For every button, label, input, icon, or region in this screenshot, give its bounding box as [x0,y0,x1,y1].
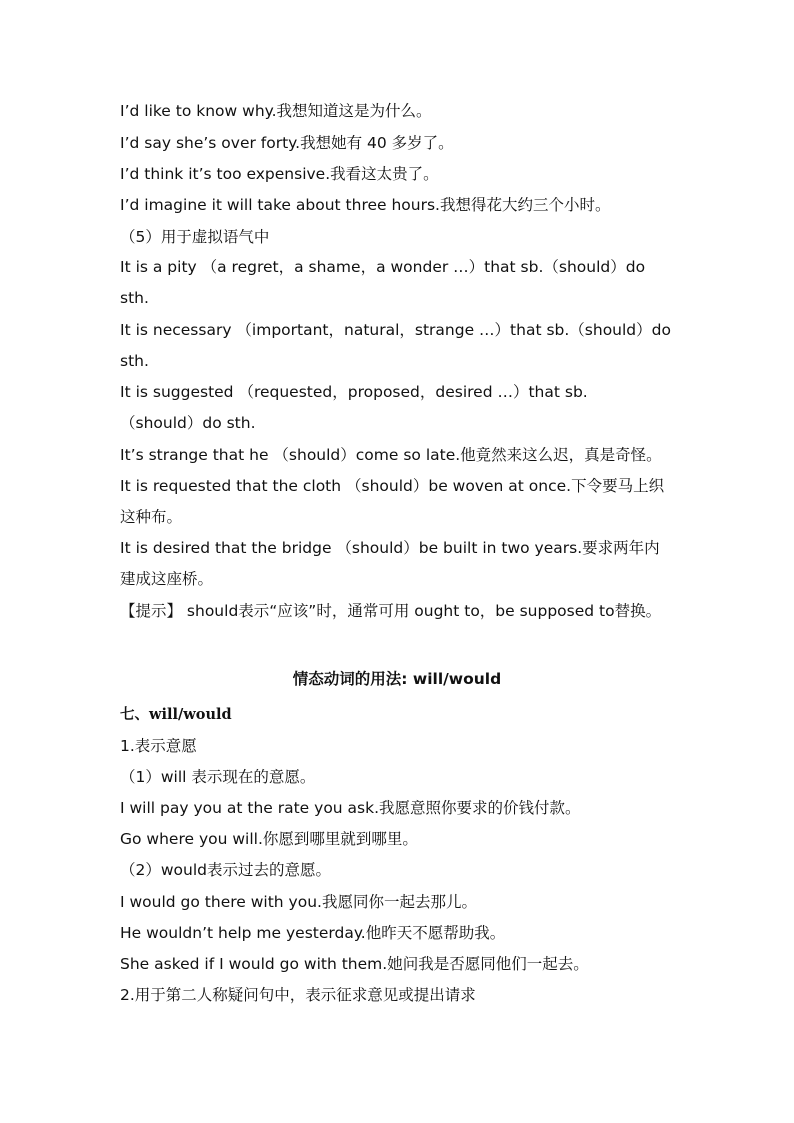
text-line: It is suggested （requested，proposed，desired …）that sb. [120,383,588,401]
text-line: I will pay you at the rate you ask.我愿意照你要求的价钱付款。 [120,799,581,817]
text-line: She asked if I would go with them.她问我是否愿同他们一起去。 [120,955,589,973]
text-line: It’s strange that he （should）come so late.他竟然来这么迟，真是奇怪。 [120,446,662,464]
subheading: 1.表示意愿 [120,737,197,755]
text-line: He wouldn’t help me yesterday.他昨天不愿帮助我。 [120,924,506,942]
text-line: It is a pity （a regret，a shame，a wonder …）that sb.（should）do [120,258,646,276]
subheading: （5）用于虚拟语气中 [120,228,270,246]
section-heading: 七、will/would [120,706,232,723]
subheading: （1）will 表示现在的意愿。 [120,768,316,786]
text-line: It is desired that the bridge （should）be built in two years.要求两年内 [120,539,660,557]
text-line: I’d like to know why.我想知道这是为什么。 [120,102,432,120]
text-line: （should）do sth. [120,414,256,432]
text-line: 这种布。 [120,508,183,526]
tip-line: 【提示】 should表示“应该”时，通常可用 ought to，be supposed to替换。 [120,602,662,620]
text-line: sth. [120,352,149,370]
text-line: 建成这座桥。 [120,570,214,588]
text-line: Go where you will.你愿到哪里就到哪里。 [120,830,418,848]
text-line: I would go there with you.我愿同你一起去那儿。 [120,893,477,911]
subheading: （2）would表示过去的意愿。 [120,861,331,879]
text-line: I’d imagine it will take about three hours.我想得花大约三个小时。 [120,196,611,214]
text-line: I’d think it’s too expensive.我看这太贵了。 [120,165,439,183]
subheading: 2.用于第二人称疑问句中，表示征求意见或提出请求 [120,986,476,1004]
text-line: It is necessary （important，natural，strange …）that sb.（should）do [120,321,671,339]
text-line: I’d say she’s over forty.我想她有 40 多岁了。 [120,134,454,152]
text-line: It is requested that the cloth （should）be woven at once.下令要马上织 [120,477,665,495]
section-title: 情态动词的用法: will/would [292,670,502,688]
text-line: sth. [120,289,149,307]
